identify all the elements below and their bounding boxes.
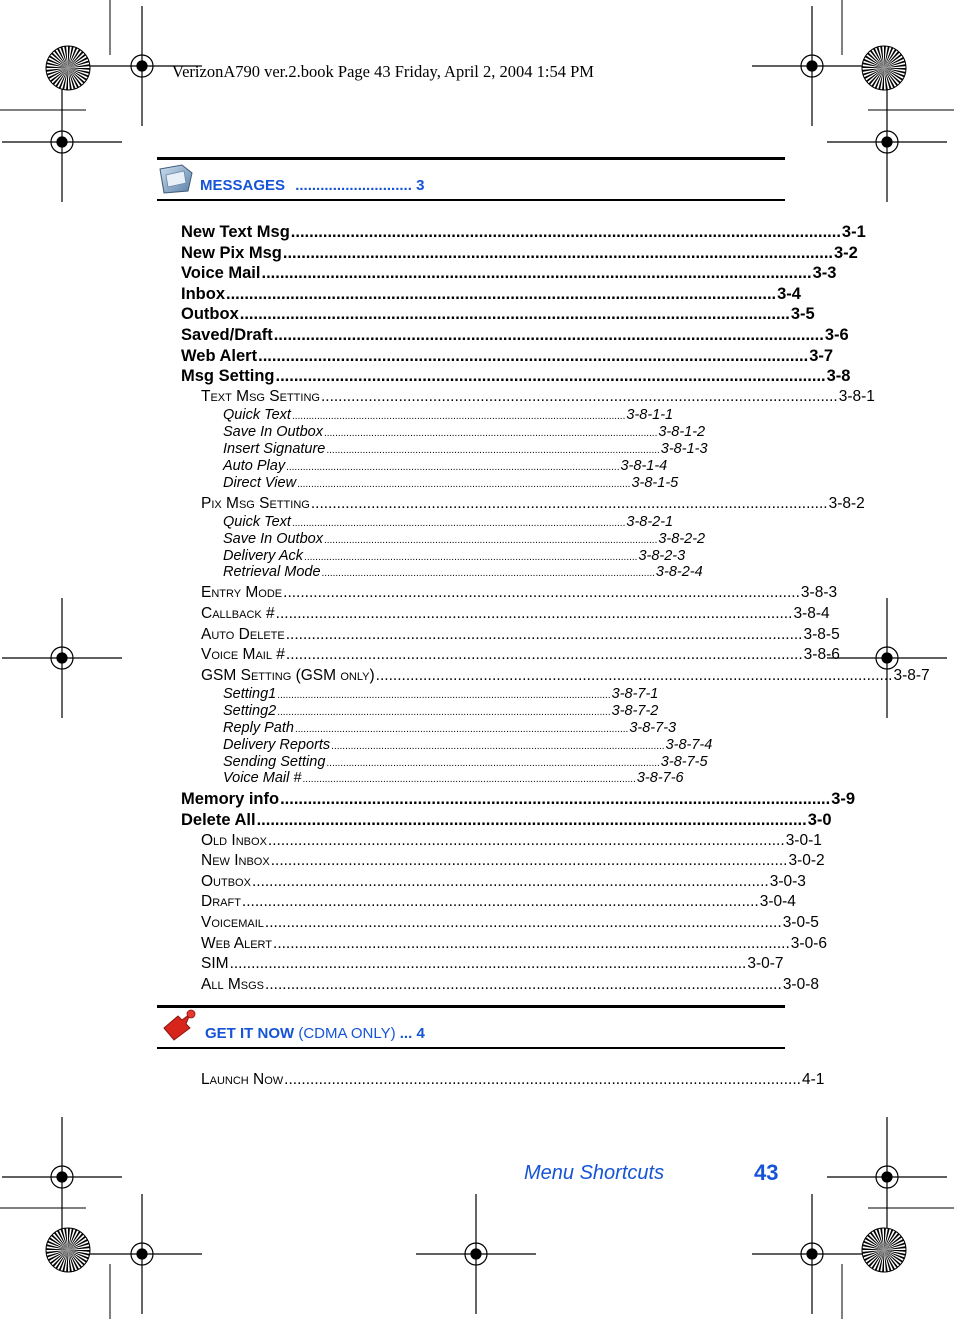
toc-entry [181, 367, 851, 387]
toc-entry [201, 934, 827, 955]
toc-entry-label: Setting1 [223, 686, 277, 703]
toc-entry [201, 494, 865, 515]
dot-leader: ........................................................................................................................ [261, 264, 812, 283]
dot-leader: ........................................................................................................................ [310, 494, 828, 512]
dot-leader: ........................................................................................................................ [326, 444, 660, 456]
dot-leader: ........................................................................................................................ [280, 790, 831, 809]
toc-entry-number: 3-8-1-2 [658, 424, 706, 441]
toc-entry-number: 3-9 [831, 790, 856, 809]
toc-entry-number: 3-0-8 [782, 975, 819, 993]
toc-entry [201, 387, 875, 408]
toc-entry-label: Web Alert [201, 934, 273, 952]
toc-entry-label: Voicemail [201, 913, 264, 931]
dot-leader: ........................................................................................................................ [283, 584, 800, 602]
toc-entry-label: Text Msg Setting [201, 387, 320, 405]
section-number: 3 [416, 177, 425, 194]
toc-entry-label: Msg Setting [181, 367, 275, 386]
toc-entry [201, 852, 825, 872]
toc-entry [201, 913, 819, 934]
toc-entry-label: Outbox [201, 872, 251, 890]
toc-entry-number: 3-8-2-4 [655, 564, 703, 581]
dot-leader: ........................................................................................................................ [226, 284, 777, 303]
dot-leader: ........................................................................................................................ [284, 1071, 801, 1088]
toc-entry-label: New Pix Msg [181, 243, 282, 262]
toc-entry-number: 3-8 [826, 367, 851, 386]
toc-entry-number: 3-8-1-5 [631, 474, 679, 491]
dot-leader: ........................................................................................................................ [264, 913, 782, 931]
toc-entry [201, 831, 822, 852]
section-top-rule [157, 1005, 785, 1008]
dot-leader: ........................................................................................................................ [270, 852, 788, 870]
section-label: MESSAGES [200, 177, 286, 194]
toc-entry [201, 872, 806, 893]
toc-entry-number: 3-8-1-3 [660, 440, 708, 457]
dot-leader: ........................................................................................................................ [323, 534, 658, 546]
toc-entry-label: Delivery Reports [223, 736, 331, 753]
toc-entry [181, 284, 801, 305]
toc-entry-number: 3-0-2 [788, 852, 825, 870]
toc-entry [223, 703, 659, 720]
dot-leader: ........................................................................................................................ [290, 223, 841, 241]
page-number: 43 [754, 1160, 779, 1185]
toc-entry-number: 3-0 [807, 810, 832, 829]
toc-entry-label: Inbox [181, 284, 225, 303]
toc-entry-number: 3-8-7-3 [629, 719, 677, 736]
toc-entry [201, 625, 840, 646]
toc-entry [201, 666, 930, 687]
toc-entry-label: Quick Text [223, 514, 291, 530]
dot-leader: ........................................................................................................................ [275, 605, 793, 622]
toc-entry-label: Insert Signature [223, 440, 326, 457]
toc-entry [201, 646, 840, 666]
dot-leader: ........................................................................................................................ [273, 934, 790, 952]
dot-leader: ........................................................................................................................ [326, 757, 660, 769]
toc-entry-label: Retrieval Mode [223, 564, 321, 581]
toc-entry-label: Delivery Ack [223, 547, 304, 564]
section-bottom-rule [157, 199, 785, 201]
get-it-now-icon [160, 1008, 196, 1042]
dot-leader: ........................................................................................................................ [241, 893, 759, 911]
toc-entry-label: Sending Setting [223, 753, 326, 770]
dot-leader: ........................................................................................................................ [275, 367, 826, 386]
toc-entry-label: Pix Msg Setting [201, 494, 310, 512]
dot-leader: ........................................................................................................................ [304, 551, 638, 563]
toc-entry-number: 3-8-7-2 [611, 703, 659, 720]
dot-leader: ........................................................................................................................ [291, 411, 626, 423]
toc-entry-number: 3-8-7 [893, 666, 930, 684]
dot-leader: ........................................................................................................................ [375, 666, 893, 684]
toc-entry [181, 223, 866, 243]
toc-entry-number: 3-8-6 [803, 646, 840, 664]
toc-entry-label: New Inbox [201, 852, 270, 870]
dot-leader: ........................................................................................................................ [251, 872, 769, 890]
toc-entry-number: 4-1 [801, 1071, 825, 1088]
dot-leader: ........................................................................................................................ [267, 831, 785, 849]
toc-entry-number: 3-8-7-4 [665, 736, 713, 753]
toc-entry-label: Direct View [223, 474, 297, 491]
dot-leader: ........................................................................................................................ [331, 740, 665, 752]
toc-entry [223, 770, 684, 787]
toc-entry [181, 810, 832, 831]
toc-entry-label: All Msgs [201, 975, 265, 993]
toc-entry-number: 3-8-7-5 [660, 753, 708, 770]
toc-entry-number: 3-0-5 [782, 913, 819, 931]
toc-entry-label: Voice Mail [181, 264, 261, 283]
toc-entry-number: 3-8-1-4 [620, 457, 668, 474]
toc-entry [181, 305, 815, 325]
toc-entry-number: 3-7 [809, 346, 834, 365]
dot-leader: ........................................................................................................................ [277, 690, 611, 702]
toc-entry-number: 3-8-2 [828, 494, 865, 512]
toc-entry-number: 3-0-3 [769, 872, 806, 890]
toc-entry-number: 3-0-4 [759, 893, 796, 911]
toc-entry-label: Delete All [181, 810, 256, 829]
toc-entry-label: Callback # [201, 605, 275, 622]
toc-entry-label: Outbox [181, 305, 239, 324]
toc-entry [223, 719, 677, 737]
toc-entry [181, 243, 858, 264]
toc-entry-label: New Text Msg [181, 223, 290, 241]
toc-entry-number: 3-8-2-1 [626, 514, 674, 530]
toc-entry-label: Voice Mail # [223, 770, 302, 787]
toc-entry-number: 3-8-2-3 [638, 547, 686, 564]
dot-leader: ........................................................................................................................ [286, 461, 620, 473]
toc-entry-label: Quick Text [223, 407, 291, 424]
section-title-get-it-now [205, 1025, 425, 1042]
dot-leader: ........................................................................................................................ [256, 810, 807, 829]
toc-entry-number: 3-1 [841, 223, 866, 241]
dot-leader: ........................................................................................................................ [294, 723, 629, 735]
toc-entry-label: Auto Delete [201, 625, 285, 643]
toc-entry-number: 3-0-7 [747, 955, 784, 973]
toc-entry-number: 3-6 [824, 326, 849, 344]
toc-entry [201, 975, 819, 996]
toc-entry-label: Auto Play [223, 457, 286, 474]
section-bottom-rule [157, 1047, 785, 1049]
toc-entry-number: 3-0-6 [790, 934, 827, 952]
dot-leader: ........................................................................................................................ [302, 774, 636, 786]
toc-entry-label: Reply Path [223, 719, 294, 736]
toc-entry [223, 514, 674, 531]
dot-leader: ........................................................................................................................ [229, 955, 747, 973]
toc-entry-label: Web Alert [181, 346, 258, 365]
dot-leader: ........................................................................................................................ [285, 625, 803, 643]
toc-entry [223, 424, 706, 441]
toc-entry [223, 407, 674, 424]
toc-entry [201, 955, 784, 975]
toc-entry-label: Setting2 [223, 703, 277, 720]
toc-entry [223, 736, 713, 754]
toc-entry-label: Old Inbox [201, 831, 267, 849]
section-title-messages [200, 177, 424, 194]
toc-entry-number: 3-0-1 [785, 831, 822, 849]
dot-leader: ........................................................................................................................ [265, 975, 782, 993]
toc-entry-label: Memory info [181, 790, 280, 809]
toc-entry [181, 326, 849, 346]
toc-entry [181, 346, 834, 367]
toc-entry-number: 3-5 [790, 305, 815, 324]
toc-entry-number: 3-8-7-1 [611, 686, 659, 703]
toc-entry-number: 3-3 [812, 264, 837, 283]
section-top-rule [157, 157, 785, 160]
footer-title: Menu Shortcuts [524, 1162, 665, 1184]
toc-entry [223, 530, 706, 548]
dot-leader: ........................................................................................................................ [273, 326, 824, 344]
section-number: 4 [416, 1025, 425, 1042]
toc-entry [201, 893, 796, 913]
toc-entry [201, 584, 838, 604]
messages-icon [158, 163, 194, 195]
toc-entry-number: 3-4 [777, 284, 801, 303]
section-label-qualifier: (CDMA ONLY) [298, 1025, 396, 1042]
toc-entry [223, 474, 679, 492]
section-label: GET IT NOW [205, 1025, 295, 1042]
section-dots: ... [399, 1025, 413, 1042]
toc-entry-number: 3-8-4 [793, 605, 830, 622]
toc-entry-label: Save In Outbox [223, 424, 323, 441]
toc-entry-label: Entry Mode [201, 584, 283, 602]
dot-leader: ........................................................................................................................ [285, 646, 803, 664]
toc-entry-number: 3-8-1 [838, 387, 875, 405]
toc-entry [181, 264, 837, 284]
toc-entry-label: Draft [201, 893, 241, 911]
toc-entry-label: Voice Mail # [201, 646, 285, 664]
toc-entry [223, 440, 708, 458]
section-dots: ............................ [295, 177, 412, 194]
toc-entry [201, 605, 830, 625]
toc-entry [223, 457, 668, 475]
toc-entry [223, 753, 708, 771]
dot-leader: ........................................................................................................................ [282, 243, 833, 262]
toc-entry [201, 1071, 825, 1091]
dot-leader: ........................................................................................................................ [320, 387, 838, 405]
toc-entry-label: GSM Setting (GSM only) [201, 666, 375, 684]
toc-entry-number: 3-8-2-2 [658, 530, 706, 547]
dot-leader: ........................................................................................................................ [258, 346, 809, 365]
book-header-line: VerizonA790 ver.2.book Page 43 Friday, April 2, 2004 1:54 PM [172, 62, 594, 81]
toc-entry-number: 3-2 [833, 243, 858, 262]
dot-leader: ........................................................................................................................ [277, 707, 611, 719]
toc-entry [223, 564, 703, 581]
toc-entry-number: 3-8-7-6 [636, 770, 684, 787]
toc-entry-number: 3-8-3 [800, 584, 838, 602]
dot-leader: ........................................................................................................................ [297, 478, 631, 490]
dot-leader: ........................................................................................................................ [291, 518, 626, 529]
dot-leader: ........................................................................................................................ [239, 305, 790, 324]
toc-entry-label: Launch Now [201, 1071, 284, 1088]
toc-entry [223, 686, 659, 703]
dot-leader: ........................................................................................................................ [321, 568, 655, 580]
toc-entry [181, 790, 856, 810]
toc-entry-label: SIM [201, 955, 229, 973]
toc-entry-label: Saved/Draft [181, 326, 273, 344]
dot-leader: ........................................................................................................................ [323, 428, 658, 440]
toc-entry [223, 547, 686, 565]
toc-entry-number: 3-8-1-1 [626, 407, 674, 424]
toc-entry-label: Save In Outbox [223, 530, 323, 547]
toc-entry-number: 3-8-5 [803, 625, 840, 643]
